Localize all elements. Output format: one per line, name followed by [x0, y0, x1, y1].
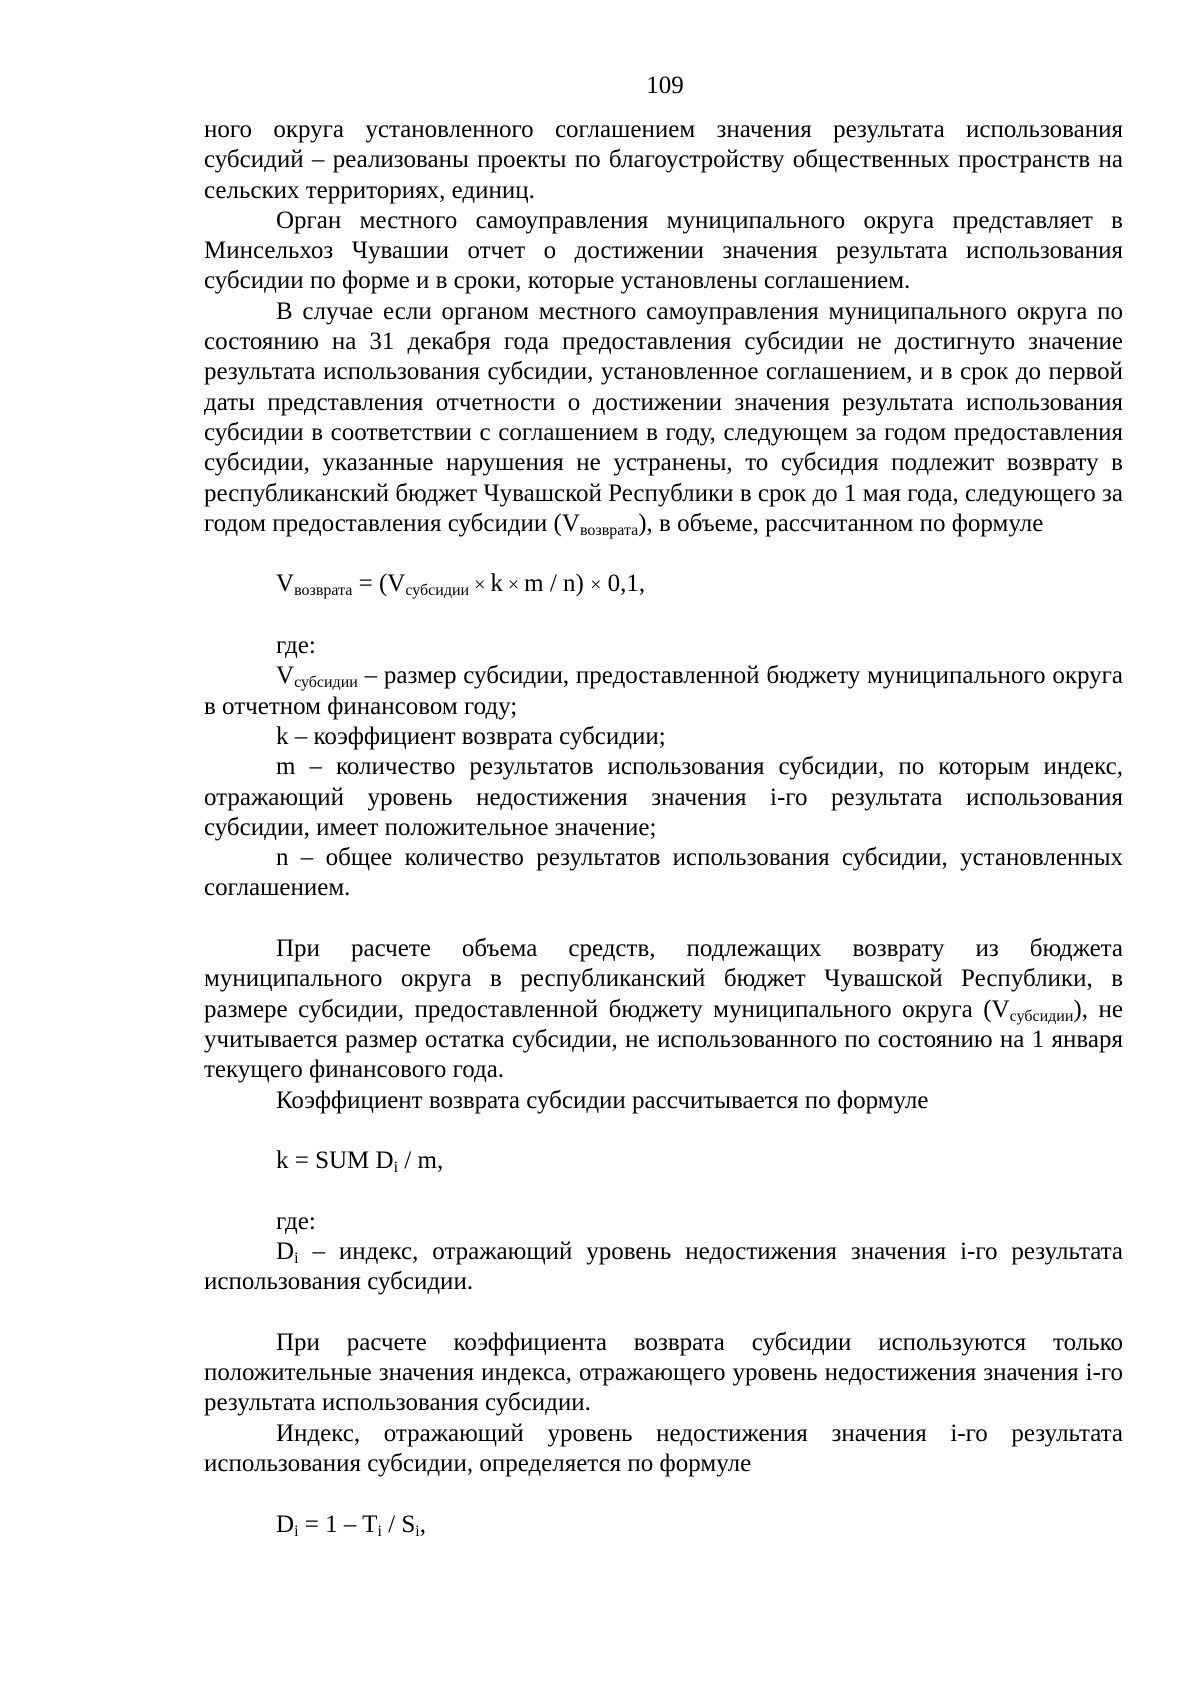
definition-di: $D_i$ – индекс, отражающий уровень недостижения значения i-го результата использования субсидии. [204, 1237, 1123, 1296]
formula-return-volume: $V_{возврата} = (V_{субсидии} \times k \times m / n) \times 0,1$, [276, 570, 646, 600]
paragraph-subsidy-remainder: При расчете объема средств, подлежащих возврату из бюджета муниципального округа в республиканский бюджет Чувашской Республики, в размере субсидии, предоставленной бюджету муниципального округа $(V_{субсидии})$, не учитывается размер остатка субсидии, не использованного по состоянию на 1 января текущего финансового года. [204, 935, 1123, 1084]
where-label: где: [276, 1207, 316, 1235]
formula-coefficient: k = SUM $D_i$ / m, [276, 1147, 444, 1177]
paragraph-coefficient-intro: Коэффициент возврата субсидии рассчитывается по формуле [276, 1086, 929, 1114]
paragraph-report: Орган местного самоуправления муниципального округа представляет в Минсельхоз Чувашии отчет о достижении значения результата использования субсидии по форме и в сроки, которые установлены соглашением. [204, 206, 1123, 295]
page-number: 109 [646, 72, 684, 99]
definition-v-subsidy: $V_{субсидии}$ – размер субсидии, предоставленной бюджету муниципального округа в отчетном финансовом году; [204, 662, 1123, 720]
paragraph-return-condition: В случае если органом местного самоуправления муниципального округа по состоянию на 31 декабря года предоставления субсидии не достигнуто значение результата использования субсидии, установленное соглашением, и в срок до первой даты представления отчетности о достижении значения результата использования субсидии в соответствии с соглашением в году, следующем за годом предоставления субсидии, указанные нарушения не устранены, то субсидия подлежит возврату в республиканский бюджет Чувашской Республики в срок до 1 мая года, следующего за годом предоставления субсидии $(V_{возврата})$, в объеме, рассчитанном по формуле [204, 297, 1123, 539]
definition-m: m – количество результатов использования субсидии, по которым индекс, отражающий уровень недостижения значения i-го результата использования субсидии, имеет положительное значение; [204, 753, 1123, 841]
body-text [204, 115, 1123, 1540]
definition-n: n – общее количество результатов использования субсидии, установленных соглашением. [204, 844, 1123, 902]
paragraph-positive-values: При расчете коэффициента возврата субсидии используются только положительные значения индекса, отражающего уровень недостижения значения i-го результата использования субсидии. [204, 1328, 1123, 1417]
definition-k: k – коэффициент возврата субсидии; [276, 722, 666, 750]
formula-index: $D_i = 1 - T_i / S_i$, [276, 1510, 426, 1540]
where-label: где: [276, 632, 316, 660]
paragraph-continuation: ного округа установленного соглашением значения результата использования субсидий – реализованы проекты по благоустройству общественных пространств на сельских территориях, единиц. [204, 116, 1123, 204]
paragraph-index-intro: Индекс, отражающий уровень недостижения значения i-го результата использования субсидии, определяется по формуле [204, 1419, 1123, 1478]
